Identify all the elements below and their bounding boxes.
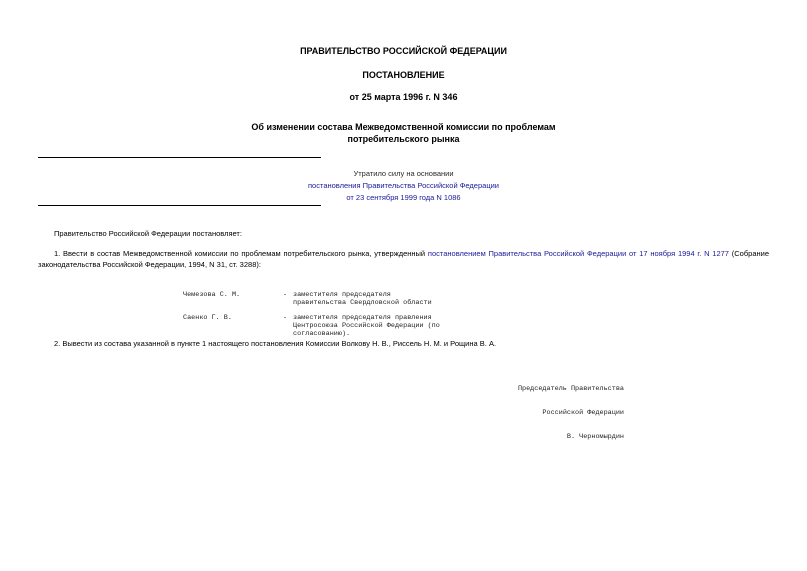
signature-title: Председатель Правительства bbox=[517, 385, 624, 393]
member-position bbox=[293, 314, 440, 338]
member-position-line: согласованию). bbox=[293, 330, 351, 338]
signature-name: В. Черномырдин bbox=[566, 433, 624, 441]
status-note bbox=[0, 168, 807, 204]
member-position bbox=[293, 291, 432, 307]
status-note-text: Утратило силу на основании bbox=[353, 169, 454, 178]
member-dash: - bbox=[283, 314, 288, 322]
signature-block bbox=[470, 369, 624, 449]
item-1-line2: законодательства Российской Федерации, 1994, N 31, ст. 3288): bbox=[38, 260, 261, 269]
member-position-line: заместителя председателя правления bbox=[293, 314, 432, 322]
repeal-link-line2[interactable]: от 23 сентября 1999 года N 1086 bbox=[346, 193, 461, 202]
member-name: Саенко Г. В. bbox=[183, 314, 232, 322]
divider-top bbox=[38, 157, 321, 158]
member-position-line: Центросоюза Российской Федерации (по bbox=[293, 322, 440, 330]
member-position-line: заместителя председателя bbox=[293, 291, 391, 299]
document-date-number: от 25 марта 1996 г. N 346 bbox=[349, 92, 458, 102]
decree-1277-link[interactable]: постановлением Правительства Российской Федерации от 17 ноября 1994 г. N 1277 bbox=[427, 249, 729, 258]
intro-paragraph: Правительство Российской Федерации постановляет: bbox=[54, 229, 242, 238]
item-1-text: 1. Ввести в состав Межведомственной комиссии по проблемам потребительского рынка, утвержденный bbox=[54, 249, 426, 258]
item-1-text-end: (Собрание bbox=[731, 249, 769, 258]
document-title-line2: потребительского рынка bbox=[347, 134, 460, 144]
divider-bottom bbox=[38, 205, 321, 206]
repeal-link-line1[interactable]: постановления Правительства Российской Федерации bbox=[307, 181, 499, 190]
document-type: ПОСТАНОВЛЕНИЕ bbox=[362, 70, 445, 80]
signature-country: Российской Федерации bbox=[542, 409, 624, 417]
item-2-paragraph: 2. Вывести из состава указанной в пункте 1 настоящего постановления Комиссии Волкову Н. В., Риссель Н. М. и Рощина В. А. bbox=[54, 339, 497, 348]
document-title-line1: Об изменении состава Межведомственной комиссии по проблемам bbox=[251, 122, 556, 132]
member-dash: - bbox=[283, 291, 288, 299]
government-heading: ПРАВИТЕЛЬСТВО РОССИЙСКОЙ ФЕДЕРАЦИИ bbox=[300, 46, 507, 56]
member-position-line: правительства Свердловской области bbox=[293, 299, 432, 307]
item-1-paragraph bbox=[38, 248, 769, 270]
member-name: Чемезова С. М. bbox=[183, 291, 241, 299]
item-1-line1 bbox=[38, 248, 769, 259]
